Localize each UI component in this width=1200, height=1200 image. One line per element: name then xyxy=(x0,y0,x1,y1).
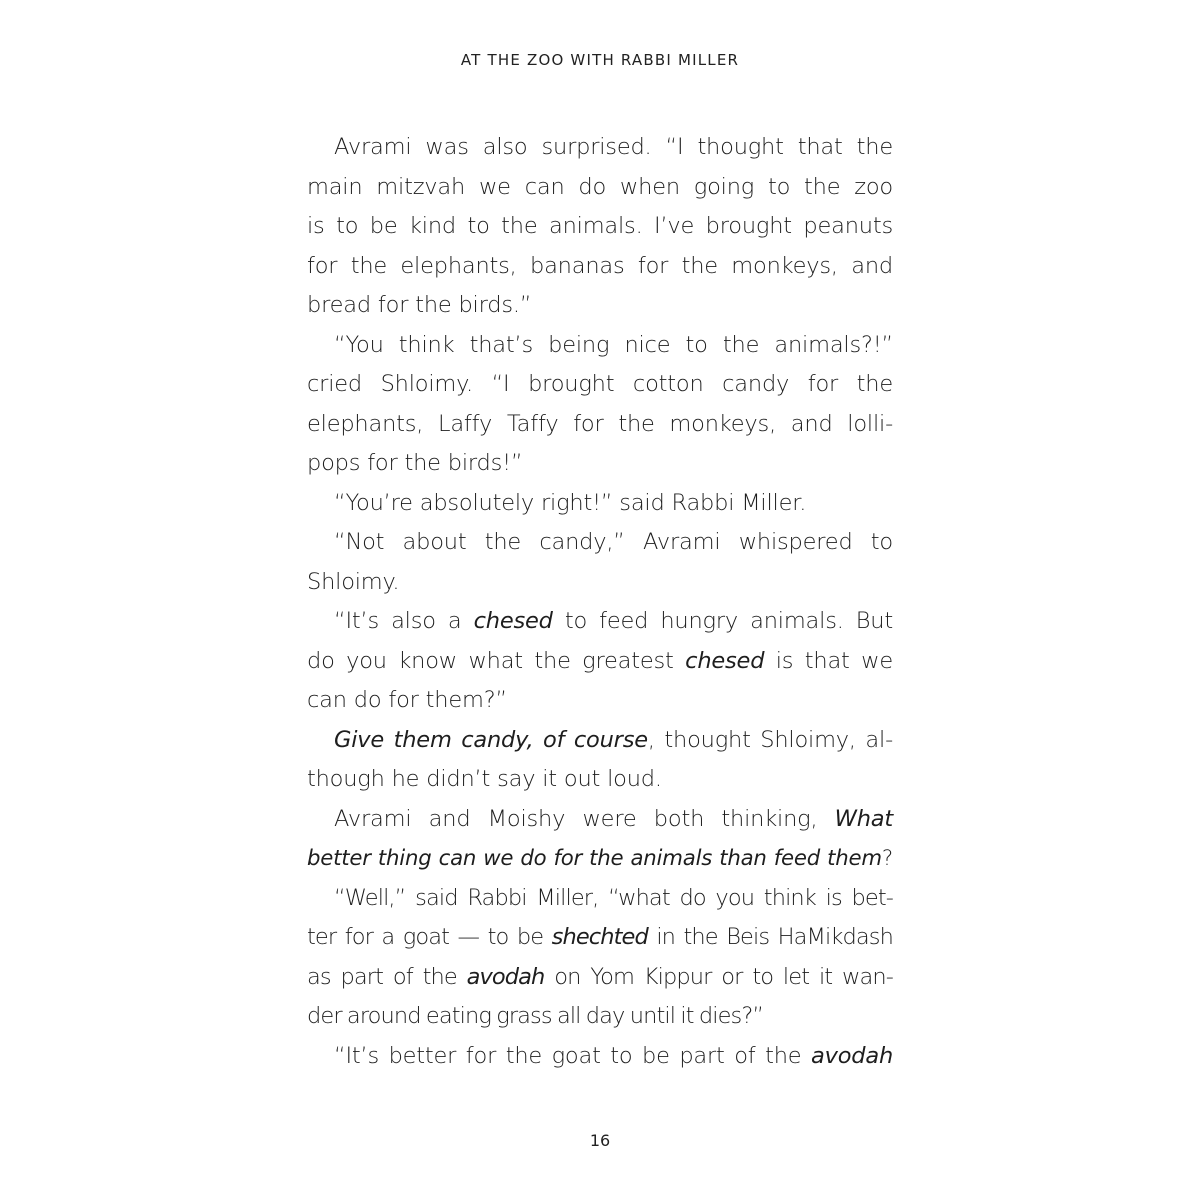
text-segment: to feed hungry animals. But xyxy=(552,608,893,634)
text-segment: in the Beis HaMikdash xyxy=(647,924,893,950)
text-line xyxy=(307,365,893,405)
page-number: 16 xyxy=(589,1131,611,1150)
text-segment: “You think that’s being nice to the animals?!” xyxy=(334,331,893,358)
text-line xyxy=(307,444,893,484)
text-segment: ter for a goat — to be xyxy=(307,924,552,950)
italic-text: What xyxy=(834,805,893,832)
text-segment: though he didn’t say it out loud. xyxy=(307,766,662,792)
text-segment: is to be kind to the animals. I’ve brought peanuts xyxy=(307,213,893,239)
text-segment: main mitzvah we can do when going to the zoo xyxy=(307,173,893,200)
text-line xyxy=(307,484,893,524)
text-segment: cried Shloimy. “I brought cotton candy for the xyxy=(307,371,893,397)
text-segment: , thought Shloimy, al- xyxy=(647,726,893,753)
text-line xyxy=(307,800,893,840)
text-segment: is that we xyxy=(764,647,893,674)
text-segment: do you know what the greatest xyxy=(307,647,686,674)
body-text xyxy=(307,128,893,1076)
text-segment: der around eating grass all day until it dies?” xyxy=(307,1003,764,1029)
text-segment: ? xyxy=(881,846,893,871)
text-line xyxy=(307,286,893,326)
italic-text: chesed xyxy=(473,608,553,634)
text-line xyxy=(307,405,893,445)
italic-text: avodah xyxy=(466,963,545,990)
text-line xyxy=(307,563,893,603)
text-segment: pops for the birds!” xyxy=(307,450,523,476)
text-segment: as part of the xyxy=(307,963,467,990)
text-segment: on Yom Kippur or to let it wan- xyxy=(544,963,893,990)
text-segment: elephants, Laffy Taffy for the monkeys, and lolli- xyxy=(307,410,893,437)
text-line xyxy=(307,879,893,919)
running-head: AT THE ZOO WITH RABBI MILLER xyxy=(460,51,740,69)
text-segment: “Well,” said Rabbi Miller, “what do you think is bet- xyxy=(334,884,893,911)
text-line xyxy=(307,839,893,879)
italic-text: shechted xyxy=(551,924,648,950)
text-line xyxy=(307,326,893,366)
text-segment: “You’re absolutely right!” said Rabbi Miller. xyxy=(334,489,807,516)
text-segment: bread for the birds.” xyxy=(307,292,532,318)
text-line xyxy=(307,958,893,998)
text-line xyxy=(307,602,893,642)
italic-text: chesed xyxy=(685,647,765,674)
text-line xyxy=(307,681,893,721)
text-line xyxy=(307,642,893,682)
text-segment: Avrami was also surprised. “I thought that the xyxy=(334,134,893,160)
text-line xyxy=(307,168,893,208)
text-line xyxy=(307,1037,893,1077)
italic-text: Give them candy, of course xyxy=(334,726,648,753)
text-line xyxy=(307,760,893,800)
text-segment: “It’s also a xyxy=(334,608,474,634)
text-segment: Avrami and Moishy were both thinking, xyxy=(334,805,835,832)
text-segment: can do for them?” xyxy=(307,687,507,713)
text-line xyxy=(307,997,893,1037)
text-line xyxy=(307,918,893,958)
text-line xyxy=(307,247,893,287)
text-line xyxy=(307,207,893,247)
italic-text: avodah xyxy=(811,1042,893,1069)
text-line xyxy=(307,523,893,563)
italic-text: better thing can we do for the animals than feed them xyxy=(307,846,882,871)
text-line xyxy=(307,128,893,168)
text-segment: “Not about the candy,” Avrami whispered to xyxy=(334,529,893,555)
text-segment: “It’s better for the goat to be part of the xyxy=(334,1042,811,1069)
text-segment: for the elephants, bananas for the monkeys, and xyxy=(307,252,893,279)
text-segment: Shloimy. xyxy=(307,568,400,595)
text-line xyxy=(307,721,893,761)
